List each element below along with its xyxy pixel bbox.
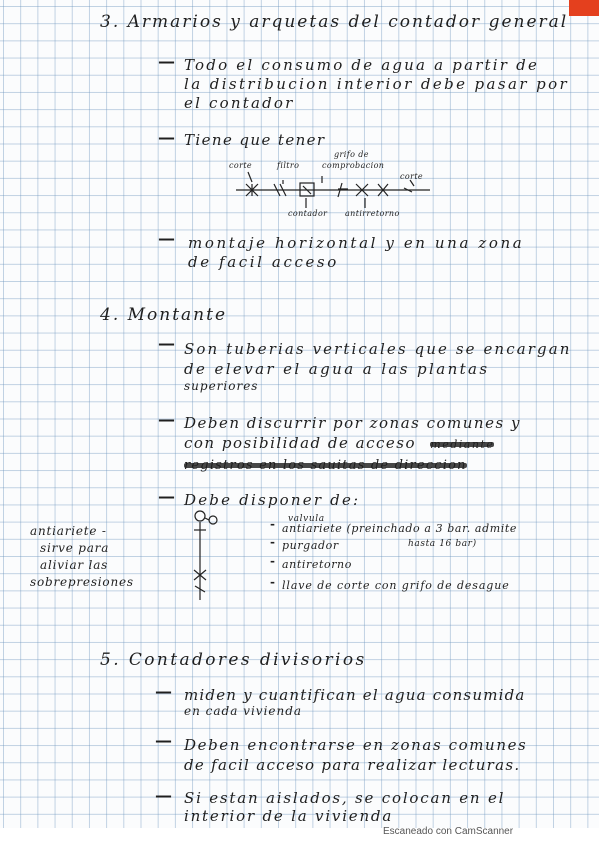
bullet-dash: — xyxy=(158,487,175,507)
margin-note-line-4: sobrepresiones xyxy=(30,575,134,589)
section-5-bullet-3-line-1: Si estan aislados, se colocan en el xyxy=(184,789,506,807)
bullet-dash: — xyxy=(155,731,172,751)
section-5-bullet-1-line-2: en cada vivienda xyxy=(184,704,303,718)
bullet-dash: — xyxy=(158,334,175,354)
section-5-bullet-2-line-2: de facil acceso para realizar lecturas. xyxy=(184,756,521,774)
list-dash: - xyxy=(270,535,275,549)
bullet-dash: — xyxy=(158,410,175,430)
section-3-bullet-1-line-1: Todo el consumo de agua a partir de xyxy=(184,56,540,74)
bullet-dash: — xyxy=(158,128,175,148)
section-4-bullet-2-line-1: Deben discurrir por zonas comunes y xyxy=(184,414,521,432)
diagram-label-contador: contador xyxy=(288,209,328,218)
bullet-dash: — xyxy=(155,786,172,806)
section-3-bullet-1-line-2: la distribucion interior debe pasar por xyxy=(184,75,570,93)
section-5-heading: 5. Contadores divisorios xyxy=(100,650,367,670)
section-4-heading: 4. Montante xyxy=(100,305,228,325)
section-3-bullet-3-line-2: de facil acceso xyxy=(188,253,339,271)
section-3-heading: 3. Armarios y arquetas del contador general xyxy=(100,12,569,32)
riser-item-1: antiariete (preinchado a 3 bar. admite xyxy=(282,522,517,535)
diagram-label-comprobacion: comprobacion xyxy=(322,161,385,170)
list-dash: - xyxy=(270,554,275,568)
bullet-dash: — xyxy=(155,682,172,702)
margin-note-line-3: aliviar las xyxy=(40,558,109,572)
scanner-watermark: Escaneado con CamScanner xyxy=(383,826,514,837)
section-5-bullet-3-line-2: interior de la vivienda xyxy=(184,807,394,825)
section-4-bullet-2-line-2-text: con posibilidad de acceso xyxy=(184,434,416,452)
riser-item-2: purgador xyxy=(282,539,339,552)
section-4-bullet-3: Debe disponer de: xyxy=(184,491,361,509)
margin-note-line-2: sirve para xyxy=(40,541,110,555)
section-5-bullet-1-line-1: miden y cuantifican el agua consumida xyxy=(184,686,526,704)
list-dash: - xyxy=(270,575,275,589)
riser-item-3: antiretorno xyxy=(282,558,352,571)
margin-note-line-1: antiariete - xyxy=(30,524,107,538)
section-4-bullet-1-line-2: de elevar el agua a las plantas xyxy=(184,360,490,378)
antiariete-note: hasta 16 bar) xyxy=(408,539,477,549)
riser-item-4: llave de corte con grifo de desague xyxy=(282,579,510,592)
bullet-dash: — xyxy=(158,52,175,72)
diagram-label-filtro: filtro xyxy=(277,161,300,170)
section-4-bullet-1-line-1: Son tuberias verticales que se encargan xyxy=(184,340,572,358)
diagram-label-grifo: grifo de xyxy=(334,150,369,159)
section-3-bullet-2: Tiene que tener xyxy=(184,131,326,149)
bullet-dash: — xyxy=(158,229,175,249)
section-3-bullet-3-line-1: montaje horizontal y en una zona xyxy=(188,234,525,252)
valvula-note: valvula xyxy=(288,514,325,524)
section-4-bullet-1-line-3: superiores xyxy=(184,379,259,393)
diagram-label-antirretorno: antirretorno xyxy=(345,209,400,218)
diagram-label-corte-left: corte xyxy=(229,161,253,170)
section-5-bullet-2-line-1: Deben encontrarse en zonas comunes xyxy=(184,736,528,754)
section-3-bullet-1-line-3: el contador xyxy=(184,94,295,112)
diagram-label-corte-right: corte xyxy=(400,172,424,181)
list-dash: - xyxy=(270,517,275,531)
